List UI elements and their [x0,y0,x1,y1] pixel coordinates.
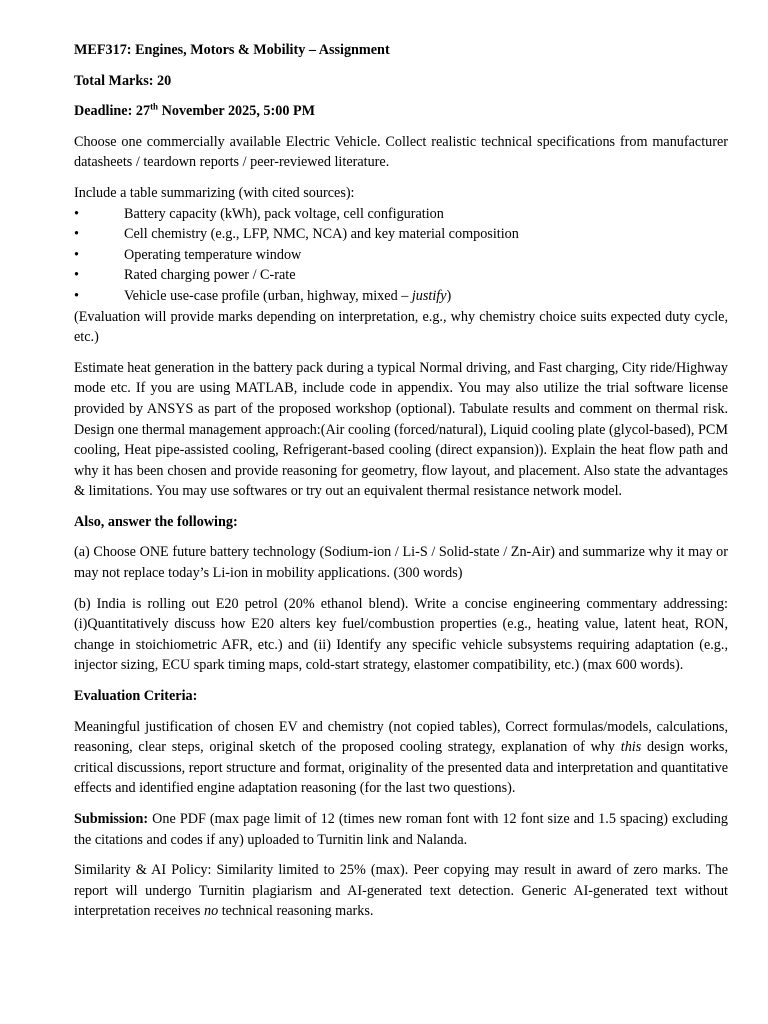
list-item-after: ) [446,287,452,304]
also-heading: Also, answer the following: [74,513,238,530]
deadline-suffix: November 2025, 5:00 PM [158,103,316,120]
list-item [74,204,728,225]
evaluation-note: (Evaluation will provide marks depending on interpretation, e.g., why chemistry choice suits expected duty cycle, etc.) [74,308,728,346]
policy-text-after: technical reasoning marks. [218,903,374,920]
evaluation-text-after: design works, critical discussions, report structure and format, originality of the presented data and interpretation and quantitative effects and identified engine adaptation reasoning (for the last two questions). [74,739,728,797]
question-a: (a) Choose ONE future battery technology (Sodium-ion / Li-S / Solid-state / Zn-Air) and summarize why it may or may not replace today’s Li-ion in mobility applications. (300 words) [74,544,728,582]
submission-text: One PDF (max page limit of 12 (times new roman font with 12 font size and 1.5 spacing) excluding the citations and codes if any) uploaded to Turnitin link and Nalanda. [74,811,728,848]
list-item-text: Rated charging power / C-rate [124,267,296,284]
bullet-icon: • [74,287,79,304]
deadline-superscript: th [150,101,159,112]
bullet-icon: • [74,267,79,284]
list-item-text: Vehicle use-case profile (urban, highway, mixed – [124,287,412,304]
list-item [74,245,728,266]
thermal-paragraph: Estimate heat generation in the battery pack during a typical Normal driving, and Fast charging, City ride/Highway mode etc. If you are using MATLAB, include code in appendix. You may also utilize the trial software license provided by ANSYS as part of the proposed workshop (optional). Tabulate results and comment on thermal risk. Design one thermal management approach:(Air cooling (forced/natural), Liquid cooling plate (glycol-based), PCM cooling, Heat pipe-assisted cooling, Refrigerant-based cooling (direct expansion)). Explain the heat flow path and why it has been chosen and provide reasoning for geometry, flow layout, and placement. Also state the advantages & limitations. You may use softwares or try out an equivalent thermal resistance network model. [74,359,728,500]
list-item [74,286,728,307]
evaluation-heading: Evaluation Criteria: [74,688,198,705]
list-item-text: Operating temperature window [124,246,302,263]
course-title: MEF317: Engines, Motors & Mobility – Assignment [74,42,390,58]
list-item-italic: justify [411,287,447,304]
table-lead: Include a table summarizing (with cited sources): [74,184,355,201]
deadline-prefix: Deadline: 27 [74,103,151,120]
total-marks: Total Marks: 20 [74,72,172,89]
policy-italic: no [204,903,219,920]
policy-paragraph [74,860,728,922]
list-item [74,224,728,245]
submission-paragraph [74,809,728,850]
choose-ev-paragraph: Choose one commercially available Electric Vehicle. Collect realistic technical specifications from manufacturer datasheets / teardown reports / peer-reviewed literature. [74,133,728,171]
list-item [74,265,728,286]
list-item-text: Battery capacity (kWh), pack voltage, cell configuration [124,205,444,222]
bullet-icon: • [74,246,79,263]
submission-label: Submission: [74,811,149,827]
evaluation-text: Meaningful justification of chosen EV and chemistry (not copied tables), Correct formulas/models, calculations, reasoning, clear steps, original sketch of the proposed cooling strategy, explanation of why [74,718,728,756]
question-b: (b) India is rolling out E20 petrol (20% ethanol blend). Write a concise engineering commentary addressing: (i)Quantitatively discuss how E20 alters key fuel/combustion properties (e.g., heating value, latent heat, RON, change in stoichiometric AFR, etc.) and (ii) Identify any specific vehicle subsystems requiring adaptation (e.g., injector sizing, ECU spark timing maps, cold-start strategy, elastomer compatibility, etc.) (max 600 words). [74,595,728,674]
spec-bullet-list [74,204,728,307]
deadline [74,101,728,122]
policy-text: Similarity & AI Policy: Similarity limited to 25% (max). Peer copying may result in award of zero marks. The report will undergo Turnitin plagiarism and AI-generated text detection. Generic AI-generated text without interpretation receives [74,862,728,920]
bullet-icon: • [74,205,79,222]
evaluation-criteria [74,717,728,799]
list-item-text: Cell chemistry (e.g., LFP, NMC, NCA) and key material composition [124,226,519,243]
evaluation-italic: this [620,739,642,756]
bullet-icon: • [74,226,79,243]
